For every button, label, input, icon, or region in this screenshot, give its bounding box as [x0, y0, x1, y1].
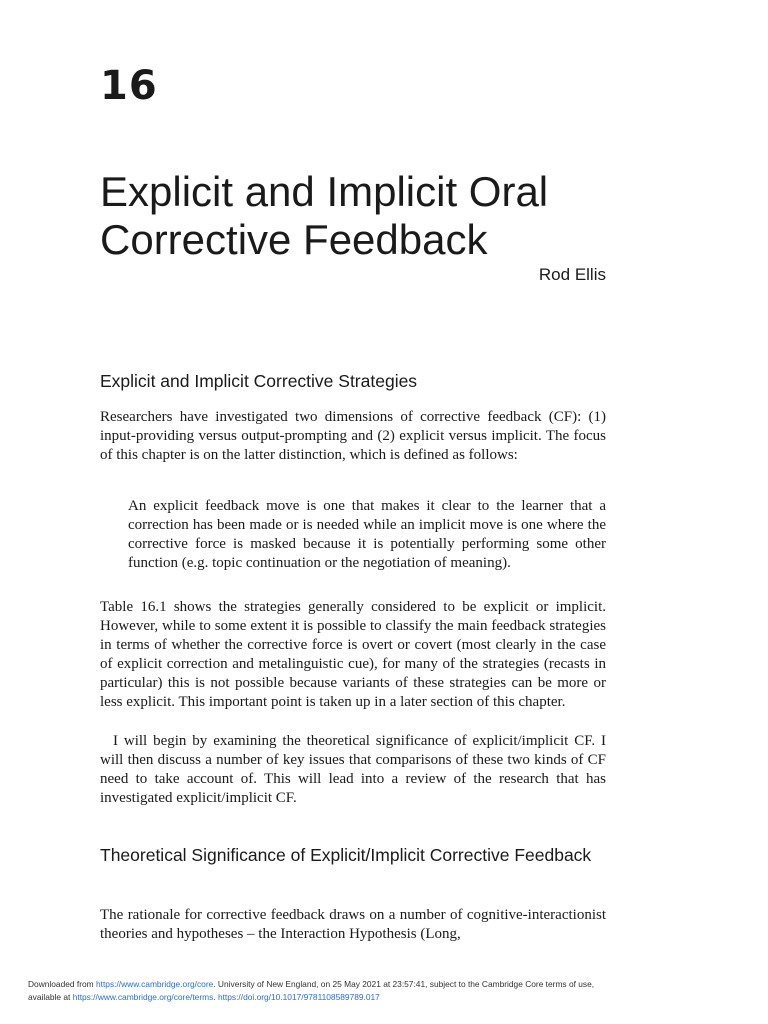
- footer-available-label: available at: [28, 992, 71, 1002]
- section-heading-strategies: Explicit and Implicit Corrective Strategies: [100, 371, 418, 391]
- body-paragraph: Table 16.1 shows the strategies generally considered to be explicit or implicit. However, while to some extent it is possible to classify the main feedback strategies in terms of whether the corrective force is overt or covert (most clearly in the case of explicit correction and metalinguistic cue), for many of the strategies (recasts in particular) this is not possible because variants of these strategies can be more or less explicit. This important point is taken up in a later section of this chapter.: [100, 599, 606, 710]
- footer-info: . University of New England, on 25 May 2021 at 23:57:41, subject to the Cambridge Core terms of use,: [213, 979, 595, 989]
- section-heading-theoretical: Theoretical Significance of Explicit/Implicit Corrective Feedback: [100, 845, 592, 865]
- footer-separator: .: [213, 992, 216, 1002]
- body-paragraph: Researchers have investigated two dimensions of corrective feedback (CF): (1) input-providing versus output-prompting and (2) explicit versus implicit. The focus of this chapter is on the latter distinction, which is defined as follows:: [100, 409, 606, 463]
- chapter-number: 16: [100, 63, 158, 109]
- chapter-title: Explicit and Implicit Oral Corrective Feedback: [100, 168, 549, 264]
- footer-core-link[interactable]: https://www.cambridge.org/core: [95, 979, 214, 989]
- footer-doi-link[interactable]: https://doi.org/10.1017/9781108589789.017: [217, 992, 380, 1002]
- block-quote: An explicit feedback move is one that makes it clear to the learner that a correction has been made or is needed while an implicit move is one where the corrective force is masked because it is potentially performing some other function (e.g. topic continuation or the negotiation of meaning).: [128, 498, 606, 571]
- footer-terms-link[interactable]: https://www.cambridge.org/core/terms: [72, 992, 214, 1002]
- body-paragraph: I will begin by examining the theoretical significance of explicit/implicit CF. I will then discuss a number of key issues that comparisons of these two kinds of CF need to take account of. This will lead into a review of the research that has investigated explicit/implicit CF.: [100, 733, 606, 806]
- download-footer: [28, 978, 740, 1004]
- footer-downloaded-label: Downloaded from: [28, 979, 94, 989]
- author-name: Rod Ellis: [538, 265, 606, 284]
- body-paragraph: The rationale for corrective feedback draws on a number of cognitive-interactionist theories and hypotheses – the Interaction Hypothesis (Long,: [100, 907, 606, 942]
